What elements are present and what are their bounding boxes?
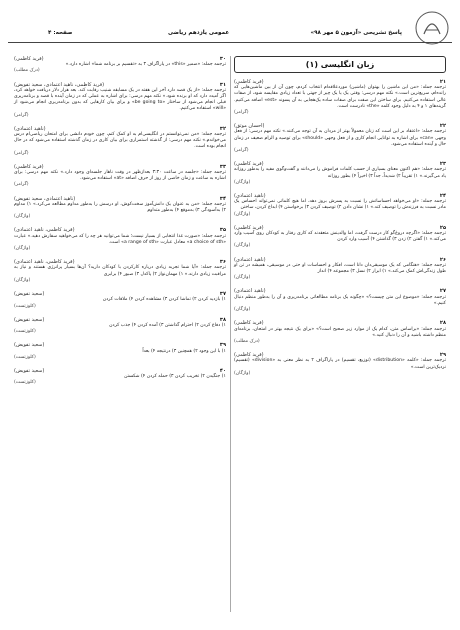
question-explanation: ترجمه جمله: «براساس متن، کدام یک از موارد زیر صحیح است؟» «برای یک نتیجه بهتر در امتحان، برنامه‌ای منظم داشته باشید و آن را دنبال کنید.» <box>234 326 446 338</box>
question-block <box>14 342 226 361</box>
question-source: (فرید کاظمی) <box>234 352 264 359</box>
question-topic: (کلوزتست) <box>14 380 36 386</box>
question-number: ۳۹ <box>219 342 226 349</box>
question-source: (سعید تفویض) <box>14 342 45 349</box>
question-number: ۳۰ <box>219 56 226 62</box>
question-block <box>14 317 226 336</box>
question-block <box>234 257 446 282</box>
question-topic: (واژگان) <box>234 211 251 217</box>
question-explanation: ترجمه جمله: «موضوع این متن چیست؟» «چگونه یک برنامه مطالعاتی برنامه‌ریزی و آن را به‌طور منظم دنبال کنیم.» <box>234 294 446 306</box>
question-number: ۳۴ <box>219 195 226 202</box>
question-explanation: ترجمه جمله: «اعتقاد بر این است که زنان معمولاً بهتر از مردان به آن توجه می‌کنند.» نکته مهم درسی: از فعل وجهی «can» برای اشاره به توانایی انجام کاری و از فعل وجهی «should» برای توصیه و الزام ضعیف در زمان حال و آینده استفاده می‌شود. <box>234 129 446 147</box>
question-topic: (کلوزتست) <box>14 329 36 335</box>
question-explanation: ترجمه جمله: «اگرچه دروغ‌گو کار درست گرفت، اما والدینش متعقدند که کاری رفتار به کودکان روی آسیب وارد می‌کند.» ۱) گفتن ۲) زدن ۳) گذاشتن ۴) آسیب وارد کردن <box>234 231 446 243</box>
question-explanation: ترجمه جمله: «من به عنوان یک دانش‌آموز سخت‌کوش، او درسش را به‌طور مداوم مطالعه می‌کرد.» ۱) مداوم ۲) به‌آسودگی ۳) به‌موقع ۴) به‌طور متداوم <box>14 201 226 214</box>
page-header <box>8 8 452 52</box>
question-topic: (گرامر) <box>234 110 249 116</box>
question-topic: (گرامر) <box>234 148 249 154</box>
question-source: (ناهید اعتمادی) <box>234 288 266 295</box>
question-block <box>234 225 446 250</box>
question-source: (ناهید اعتمادی) <box>234 256 266 263</box>
question-source: (فرید کاظمی) <box>234 224 264 231</box>
question-number: ۲۶ <box>439 256 446 263</box>
left-column <box>14 56 226 612</box>
question-source: (فرید کاظمی) <box>234 320 264 327</box>
question-source: (فرید کاظمی، ناهید اعتمادی) <box>14 259 75 266</box>
question-topic: (گرامر) <box>14 112 29 118</box>
question-block <box>14 82 226 119</box>
question-number: ۳۷ <box>219 291 226 298</box>
question-number: ۳۲ <box>219 125 226 132</box>
question-explanation: ترجمه جمله: «کلمه «distribution» (توزیع، تقسیم) در پاراگراف ۲ به نظر معنی به «division» (تقسیم) نزدیک‌ترین است.» <box>234 358 446 370</box>
question-explanation: ترجمه جمله: «آیا شما تجربه زیادی درباره کارکردن با کودکان دارید؟ آن‌ها بسیار پرانرژی هستند و نیاز به مراقبت زیادی دارند.» ۱) مهمان‌نواز ۲) پاکدل ۳) صبور ۴) برابری <box>14 265 226 277</box>
question-source: (ناهید اعتمادی) <box>234 193 266 200</box>
question-source: (ناهید اعتمادی، سعید تفویض) <box>14 195 76 202</box>
question-source: (احسان موثق) <box>234 123 265 130</box>
question-block <box>14 164 226 189</box>
question-explanation: ترجمه جمله: «صورت غذا انتخابی از بسیار نیست؛ شما می‌توانید هر چه را که می‌خواهید سفارش دهید.» عبارت «a choice of sth» معادل عبارت «a range of sth» است. <box>14 233 226 245</box>
question-source: (سعید تفویض) <box>14 367 45 374</box>
question-block <box>234 352 446 377</box>
question-explanation: ترجمه جمله: «من نمی‌توانستم در انگلیسی‌ام به او کمک کنم، چون خودم دانشی برای امتحان ریاضی‌ام درس می‌خواندم.» نکته مهم درسی: از گذشته استمراری برای بیان کاری در زمان گذشته استفاده می‌شود که در حال انجام بوده است. <box>14 132 226 150</box>
question-source: (ناهید اعتمادی) <box>14 125 46 132</box>
question-source: (فرید کاظمی، ناهید اعتمادی) <box>14 227 75 234</box>
question-number: ۲۱ <box>439 79 446 85</box>
question-block <box>14 259 226 284</box>
header-page-number: صفحه: ۴ <box>48 30 73 36</box>
question-topic: (کلوزتست) <box>14 303 36 309</box>
question-explanation: ترجمه جمله: «ضمیر «this» در پاراگراف ۳ به «تقسیم بر برنامه شما» اشاره دارد.» <box>65 62 226 68</box>
question-topic: (واژگان) <box>14 246 31 252</box>
question-block <box>14 368 226 387</box>
question-topic: (درک مطلب) <box>234 338 260 344</box>
question-topic: (واژگان) <box>234 370 251 376</box>
question-number: ۳۳ <box>219 163 226 170</box>
question-explanation: ترجمه جمله: «هنگامی که یک موسیقی‌دان دانا است، افکار و احساسات او حتی در موسیقی، همیشه در تن او طول زندگی‌اش کمک می‌کند.» ۱) ابزار ۲) نسل ۳) مجموعه ۴) انداز <box>234 262 446 275</box>
question-source: (فرید کاظمی) <box>234 79 264 85</box>
question-number: ۲۸ <box>439 320 446 327</box>
question-block <box>234 320 446 345</box>
question-number: ۳۱ <box>219 81 226 88</box>
question-explanation: ۱) جنگیدن ۲) تخریب کردن ۳) حمله کردن ۴) شکستن <box>124 374 226 380</box>
question-explanation: ترجمه جمله: «از یک قصد دارد آخر این هفته در یک مسابقه شنیب رقابت کند. بعد هزار دلار دریافت خواهد کرد، اگر آمیدد دارد که او برنده شود.» نکته مهم درسی: برای اشاره به عملی که در زمان آینده با قصد و برنامه‌ریزی قبلی انجام می‌شود از ساختار «be going to» و برای بیان کارهایی که بدون برنامه‌ریزی انجام می‌شود از «will» استفاده می‌کنیم. <box>14 87 227 112</box>
question-block <box>234 288 446 313</box>
question-block <box>234 123 446 154</box>
question-explanation: ترجمه جمله: «هم اکنون معنای بسیاری از حسب کلمات فراموش را می‌دانند و گفت‌وگوی مفید را به‌طور روزانه یاد می‌گیرند.» ۱) تقریباً ۲) شدیداً، جداً ۳) اخیراً ۴) بطور روزانه <box>234 167 446 179</box>
header-title: پاسخ تشریحی «آزمون ۵ مهر ۹۸» <box>310 30 402 36</box>
question-explanation: ترجمه جمله: «من این ماشین را بهتوان (ماشین) موردعلاقه‌ام انتخاب کردم، چون آن از بین ماشین‌هایی که رانده‌ام، سریع‌ترین است.» نکته مهم درسی: وقتی یک یا یک چیز از جهتی با تعداد زیادی مقایسه شود، از صفات عالی استفاده می‌کنیم. برای ساختن این صفت برای صفات ساده یک‌هجایی به آن پسوند «est» اضافه می‌کنیم. گزینه‌های ۱ و ۴ به دلیل وجود کلمه «the» نادرست است. <box>234 85 446 109</box>
question-source: (فرید کاظمی) <box>234 161 264 168</box>
question-topic: (واژگان) <box>14 277 31 283</box>
question-explanation: ترجمه جمله: «جلسه در ساعت ۳:۳۰ بعدازظهر در وقت ناهار جلسه‌ای وجود دارد.» نکته مهم درسی: برای اشاره به ساعت و زمان خاصی از روز از حرف اضافه «at» استفاده می‌شود. <box>14 170 226 182</box>
question-source: (فرید کاظمی) <box>14 163 44 170</box>
section-title: زبان انگلیسی (۱) <box>234 56 446 73</box>
question-topic: (درک مطلب) <box>14 68 40 74</box>
question-number: ۲۴ <box>439 193 446 200</box>
question-explanation: ترجمه جمله: «او می‌خواهد احساساتش را نسبت به پسرش بروز دهد، اما هیچ کلماتی نمی‌تواند احساس یک مادر نسبت به فرزندش را توصیف کند.» ۱) نشان دادن ۲) توصیف کردن ۳) برخواستن ۴) ابداع کردن، ساختن <box>234 199 446 211</box>
question-block <box>14 126 226 157</box>
question-topic: (کلوزتست) <box>14 354 36 360</box>
question-number: ۳۵ <box>219 227 226 234</box>
header-rule <box>8 42 452 43</box>
question-number: ۲۹ <box>439 352 446 359</box>
question-number: ۳۸ <box>219 316 226 323</box>
question-block <box>14 227 226 252</box>
question-block <box>14 196 226 221</box>
question-source: (سعید تفویض) <box>14 291 45 298</box>
question-topic: (گرامر) <box>14 150 29 156</box>
question-number: ۲۷ <box>439 288 446 295</box>
question-topic: (واژگان) <box>234 275 251 281</box>
right-column <box>234 56 446 612</box>
question-source: (سعید تفویض) <box>14 316 45 323</box>
question-block <box>234 79 446 116</box>
question-explanation: ۱) دفاع کردن ۲) احترام گذاشتن ۳) آمده کردن ۴) جذب کردن <box>109 322 226 328</box>
question-number: ۲۲ <box>439 123 446 130</box>
question-topic: (گرامر) <box>14 182 29 188</box>
question-number: ۲۵ <box>439 224 446 231</box>
question-topic: (واژگان) <box>234 307 251 313</box>
question-source: (فرید کاظمی، ناهید اعتمادی، سعید تفویض) <box>14 81 105 88</box>
question-number: ۴۰ <box>219 367 226 374</box>
question-explanation: ۱) بازدید کردن ۲) تماشا کردن ۳) مشاهده کردن ۴) ملاقات کردن <box>102 297 226 303</box>
column-divider <box>230 56 231 612</box>
question-block <box>234 193 446 218</box>
question-block <box>234 161 446 186</box>
question-number: ۳۶ <box>219 259 226 266</box>
header-subject: عمومی یازدهم ریاضی <box>168 30 230 36</box>
question-block <box>14 56 226 75</box>
question-number: ۲۳ <box>439 161 446 168</box>
question-topic: (واژگان) <box>14 214 31 220</box>
question-explanation: ۱) با این وجود ۲) همچنین ۳) درنتیجه ۴) بعداً <box>142 348 226 354</box>
question-block <box>14 291 226 310</box>
question-topic: (واژگان) <box>234 179 251 185</box>
question-source: (فرید کاظمی) <box>14 56 44 62</box>
question-topic: (واژگان) <box>234 243 251 249</box>
